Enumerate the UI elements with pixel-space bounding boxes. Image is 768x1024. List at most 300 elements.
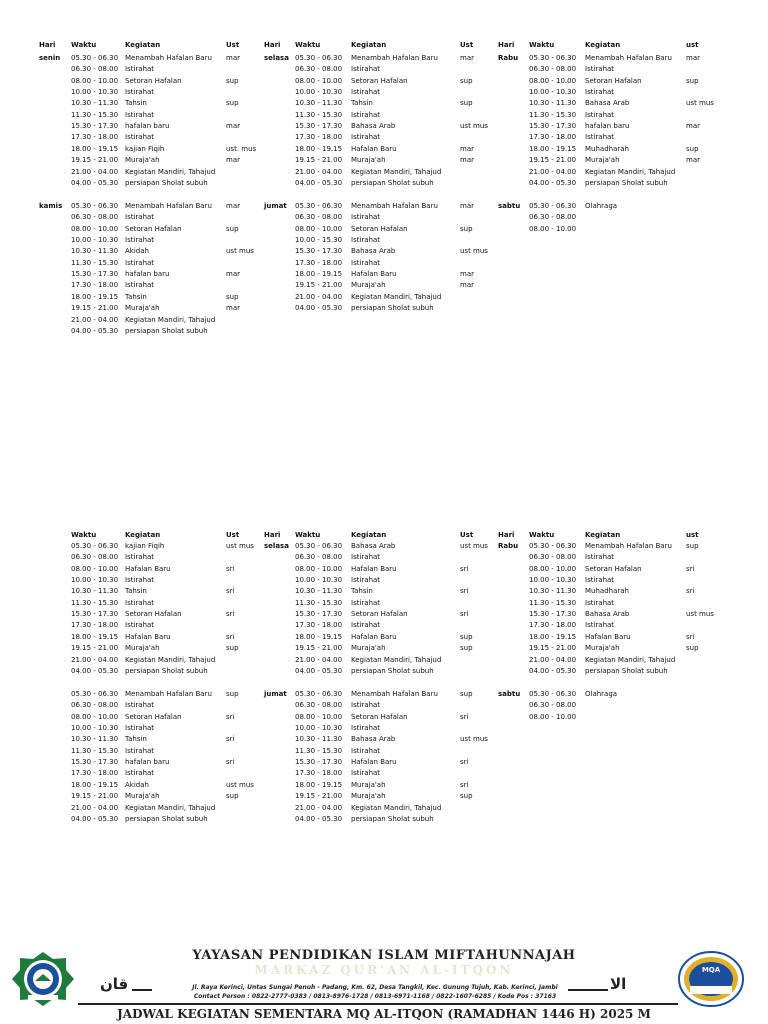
- time-cell: 11.30 - 15.30: [71, 598, 119, 607]
- time-cell: 19.15 - 21.00: [71, 792, 119, 801]
- activity-cell: Istirahat: [351, 110, 381, 119]
- activity-cell: Istirahat: [351, 701, 381, 710]
- activity-cell: Istirahat: [125, 553, 155, 562]
- activity-cell: Setoran Hafalan: [585, 564, 642, 573]
- time-cell: 05.30 - 06.30: [295, 542, 343, 550]
- activity-cell: Tahsin: [125, 735, 147, 744]
- time-cell: 04.00 - 05.30: [295, 814, 343, 823]
- activity-cell: kajian Fiqih: [125, 542, 165, 550]
- activity-cell: persiapan Sholat subuh: [125, 178, 208, 187]
- activity-cell: Bahasa Arab: [351, 247, 396, 256]
- header-ust: Ust: [460, 41, 474, 49]
- activity-cell: Menambah Hafalan Baru: [351, 202, 438, 210]
- teacher-cell: sri: [460, 712, 469, 721]
- time-cell: 08.00 - 10.00: [71, 564, 119, 573]
- teacher-cell: sup: [460, 644, 473, 653]
- teacher-cell: sri: [460, 610, 469, 619]
- activity-cell: Istirahat: [351, 621, 381, 630]
- activity-cell: Muraja'ah: [351, 780, 386, 789]
- time-cell: 19.15 - 21.00: [295, 644, 343, 653]
- activity-cell: Istirahat: [585, 576, 615, 585]
- time-cell: 08.00 - 10.00: [71, 76, 119, 85]
- teacher-cell: sup: [460, 224, 473, 233]
- time-cell: 19.15 - 21.00: [295, 281, 343, 290]
- time-cell: 06.30 - 08.00: [295, 701, 343, 710]
- time-cell: 10.00 - 15.30: [295, 236, 343, 245]
- activity-cell: Muraja'ah: [351, 792, 386, 801]
- teacher-cell: sri: [226, 712, 235, 721]
- teacher-cell: mar: [460, 144, 474, 153]
- teacher-cell: ust mus: [460, 122, 488, 131]
- activity-cell: Kegiatan Mandiri, Tahajud: [351, 167, 442, 176]
- activity-cell: Istirahat: [585, 621, 615, 630]
- time-cell: 21.00 - 04.00: [529, 655, 577, 664]
- letterhead-divider: [78, 1003, 678, 1005]
- activity-cell: kajian Fiqih: [125, 144, 165, 153]
- header-ust: Ust: [460, 531, 474, 539]
- activity-cell: Istirahat: [125, 724, 155, 733]
- teacher-cell: mar: [460, 156, 474, 165]
- time-cell: 04.00 - 05.30: [529, 178, 577, 187]
- time-cell: 15.30 - 17.30: [71, 610, 119, 619]
- time-cell: 05.30 - 06.30: [295, 690, 343, 698]
- activity-cell: Setoran Hafalan: [125, 712, 182, 721]
- teacher-cell: sup: [226, 76, 239, 85]
- activity-cell: persiapan Sholat subuh: [585, 666, 668, 675]
- teacher-cell: sup: [226, 292, 239, 301]
- time-cell: 19.15 - 21.00: [71, 304, 119, 313]
- time-cell: 19.15 - 21.00: [529, 156, 577, 165]
- day-name: Rabu: [498, 542, 519, 550]
- teacher-cell: ust mus: [226, 780, 254, 789]
- day-name: Rabu: [498, 54, 519, 62]
- time-cell: 04.00 - 05.30: [71, 814, 119, 823]
- time-cell: 11.30 - 15.30: [71, 258, 119, 267]
- activity-cell: Muraja'ah: [125, 304, 160, 313]
- time-cell: 11.30 - 15.30: [529, 110, 577, 119]
- activity-cell: Muraja'ah: [125, 644, 160, 653]
- teacher-cell: sup: [686, 644, 699, 653]
- time-cell: 15.30 - 17.30: [71, 758, 119, 767]
- time-cell: 06.30 - 08.00: [71, 213, 119, 222]
- time-cell: 08.00 - 10.00: [529, 564, 577, 573]
- time-cell: 05.30 - 06.30: [71, 54, 119, 62]
- header-hari: Hari: [498, 531, 515, 539]
- teacher-cell: mar: [686, 122, 700, 131]
- teacher-cell: ust mus: [686, 610, 714, 619]
- day-name: selasa: [264, 54, 289, 62]
- activity-cell: Istirahat: [585, 88, 615, 97]
- time-cell: 06.30 - 08.00: [529, 553, 577, 562]
- time-cell: 19.15 - 21.00: [529, 644, 577, 653]
- activity-cell: Istirahat: [351, 576, 381, 585]
- time-cell: 04.00 - 05.30: [71, 666, 119, 675]
- activity-cell: persiapan Sholat subuh: [351, 304, 434, 313]
- time-cell: 08.00 - 10.00: [295, 712, 343, 721]
- activity-cell: Istirahat: [125, 598, 155, 607]
- time-cell: 11.30 - 15.30: [71, 746, 119, 755]
- time-cell: 11.30 - 15.30: [295, 110, 343, 119]
- activity-cell: Istirahat: [585, 65, 615, 74]
- activity-cell: Istirahat: [351, 65, 381, 74]
- time-cell: 05.30 - 06.30: [529, 690, 577, 698]
- activity-cell: Istirahat: [351, 236, 381, 245]
- activity-cell: Istirahat: [585, 110, 615, 119]
- time-cell: 18.00 - 19.15: [295, 144, 343, 153]
- time-cell: 21.00 - 04.00: [71, 167, 119, 176]
- time-cell: 05.30 - 06.30: [295, 54, 343, 62]
- activity-cell: Menambah Hafalan Baru: [125, 690, 212, 698]
- activity-cell: Kegiatan Mandiri, Tahajud: [585, 655, 676, 664]
- header-waktu: Waktu: [71, 531, 97, 539]
- header-kegiatan: Kegiatan: [351, 41, 387, 49]
- time-cell: 18.00 - 19.15: [71, 780, 119, 789]
- time-cell: 10.00 - 10.30: [71, 576, 119, 585]
- day-name: senin: [39, 54, 61, 62]
- activity-cell: Istirahat: [351, 213, 381, 222]
- time-cell: 18.00 - 19.15: [295, 632, 343, 641]
- activity-cell: Kegiatan Mandiri, Tahajud: [585, 167, 676, 176]
- time-cell: 06.30 - 08.00: [71, 701, 119, 710]
- teacher-cell: sri: [226, 735, 235, 744]
- teacher-cell: sri: [460, 780, 469, 789]
- activity-cell: Istirahat: [125, 236, 155, 245]
- time-cell: 15.30 - 17.30: [295, 758, 343, 767]
- time-cell: 18.00 - 19.15: [71, 144, 119, 153]
- activity-cell: Hafalan Baru: [125, 564, 171, 573]
- activity-cell: Istirahat: [125, 701, 155, 710]
- time-cell: 15.30 - 17.30: [529, 122, 577, 131]
- activity-cell: Kegiatan Mandiri, Tahajud: [125, 167, 216, 176]
- activity-cell: Kegiatan Mandiri, Tahajud: [125, 655, 216, 664]
- time-cell: 04.00 - 05.30: [295, 178, 343, 187]
- time-cell: 15.30 - 17.30: [71, 122, 119, 131]
- time-cell: 17.30 - 18.00: [295, 769, 343, 778]
- activity-cell: Setoran Hafalan: [351, 76, 408, 85]
- time-cell: 08.00 - 10.00: [529, 712, 577, 721]
- time-cell: 05.30 - 06.30: [71, 542, 119, 550]
- time-cell: 06.30 - 08.00: [295, 65, 343, 74]
- activity-cell: Kegiatan Mandiri, Tahajud: [125, 315, 216, 324]
- time-cell: 17.30 - 18.00: [71, 133, 119, 142]
- teacher-cell: sri: [226, 564, 235, 573]
- activity-cell: Muraja'ah: [351, 156, 386, 165]
- header-hari: Hari: [39, 41, 56, 49]
- header-waktu: Waktu: [295, 531, 321, 539]
- time-cell: 17.30 - 18.00: [295, 258, 343, 267]
- activity-cell: Hafalan Baru: [125, 632, 171, 641]
- time-cell: 06.30 - 08.00: [529, 65, 577, 74]
- activity-cell: Olahraga: [585, 202, 618, 210]
- header-kegiatan: Kegiatan: [585, 41, 621, 49]
- time-cell: 06.30 - 08.00: [529, 701, 577, 710]
- teacher-cell: ust mus: [686, 99, 714, 108]
- time-cell: 05.30 - 06.30: [71, 690, 119, 698]
- teacher-cell: sup: [226, 690, 239, 698]
- time-cell: 10.30 - 11.30: [71, 99, 119, 108]
- time-cell: 19.15 - 21.00: [71, 156, 119, 165]
- teacher-cell: sup: [226, 644, 239, 653]
- header-waktu: Waktu: [529, 531, 555, 539]
- teacher-cell: mar: [460, 270, 474, 279]
- time-cell: 11.30 - 15.30: [71, 110, 119, 119]
- time-cell: 17.30 - 18.00: [295, 133, 343, 142]
- time-cell: 10.00 - 10.30: [71, 88, 119, 97]
- document-title: JADWAL KEGIATAN SEMENTARA MQ AL-ITQON (RAMADHAN 1446 H) 2025 M: [117, 1007, 651, 1021]
- time-cell: 15.30 - 17.30: [295, 610, 343, 619]
- time-cell: 04.00 - 05.30: [295, 304, 343, 313]
- teacher-cell: mar: [226, 304, 240, 313]
- activity-cell: Akidah: [125, 780, 149, 789]
- time-cell: 06.30 - 08.00: [295, 213, 343, 222]
- time-cell: 19.15 - 21.00: [295, 792, 343, 801]
- activity-cell: Istirahat: [125, 65, 155, 74]
- header-kegiatan: Kegiatan: [125, 531, 161, 539]
- time-cell: 08.00 - 10.00: [529, 224, 577, 233]
- header-ust: Ust: [226, 531, 240, 539]
- address-block: [155, 983, 595, 1001]
- teacher-cell: ust mus: [460, 542, 488, 550]
- activity-cell: Menambah Hafalan Baru: [351, 690, 438, 698]
- time-cell: 18.00 - 19.15: [295, 780, 343, 789]
- teacher-cell: sup: [460, 792, 473, 801]
- time-cell: 08.00 - 10.00: [295, 76, 343, 85]
- activity-cell: Bahasa Arab: [351, 122, 396, 131]
- activity-cell: Setoran Hafalan: [351, 712, 408, 721]
- time-cell: 10.00 - 10.30: [295, 576, 343, 585]
- time-cell: 08.00 - 10.00: [295, 224, 343, 233]
- activity-cell: Hafalan Baru: [585, 632, 631, 641]
- activity-cell: Tahsin: [125, 99, 147, 108]
- time-cell: 04.00 - 05.30: [529, 666, 577, 675]
- time-cell: 17.30 - 18.00: [295, 621, 343, 630]
- activity-cell: Istirahat: [351, 553, 381, 562]
- teacher-cell: sup: [686, 144, 699, 153]
- activity-cell: Kegiatan Mandiri, Tahajud: [351, 655, 442, 664]
- time-cell: 10.00 - 10.30: [529, 576, 577, 585]
- activity-cell: Istirahat: [125, 746, 155, 755]
- markaz-logo-text: MQA: [701, 966, 721, 974]
- day-name: jumat: [264, 202, 287, 210]
- time-cell: 11.30 - 15.30: [295, 598, 343, 607]
- time-cell: 11.30 - 15.30: [529, 598, 577, 607]
- header-waktu: Waktu: [71, 41, 97, 49]
- activity-cell: persiapan Sholat subuh: [125, 666, 208, 675]
- teacher-cell: mar: [686, 156, 700, 165]
- time-cell: 21.00 - 04.00: [71, 803, 119, 812]
- time-cell: 08.00 - 10.00: [295, 564, 343, 573]
- time-cell: 08.00 - 10.00: [529, 76, 577, 85]
- activity-cell: Muraja'ah: [351, 644, 386, 653]
- activity-cell: Menambah Hafalan Baru: [125, 54, 212, 62]
- activity-cell: Setoran Hafalan: [351, 610, 408, 619]
- day-name: selasa: [264, 542, 289, 550]
- teacher-cell: mar: [226, 270, 240, 279]
- organization-subtitle: MARKAZ QUR'AN AL-ITQON: [254, 963, 514, 977]
- activity-cell: Muraja'ah: [125, 156, 160, 165]
- activity-cell: Muraja'ah: [585, 156, 620, 165]
- time-cell: 10.00 - 10.30: [71, 236, 119, 245]
- time-cell: 19.15 - 21.00: [295, 156, 343, 165]
- time-cell: 17.30 - 18.00: [71, 769, 119, 778]
- time-cell: 05.30 - 06.30: [295, 202, 343, 210]
- time-cell: 21.00 - 04.00: [295, 803, 343, 812]
- time-cell: 05.30 - 06.30: [71, 202, 119, 210]
- activity-cell: persiapan Sholat subuh: [585, 178, 668, 187]
- header-ust: ust: [686, 41, 699, 49]
- time-cell: 10.30 - 11.30: [71, 735, 119, 744]
- activity-cell: hafalan baru: [125, 758, 170, 767]
- teacher-cell: ust mus: [460, 247, 488, 256]
- activity-cell: Setoran Hafalan: [125, 224, 182, 233]
- time-cell: 17.30 - 18.00: [529, 133, 577, 142]
- teacher-cell: sup: [686, 76, 699, 85]
- activity-cell: Hafalan Baru: [351, 564, 397, 573]
- time-cell: 08.00 - 10.00: [71, 712, 119, 721]
- time-cell: 06.30 - 08.00: [71, 553, 119, 562]
- teacher-cell: mar: [226, 122, 240, 131]
- time-cell: 10.30 - 11.30: [71, 247, 119, 256]
- activity-cell: Istirahat: [351, 746, 381, 755]
- teacher-cell: sri: [226, 610, 235, 619]
- time-cell: 18.00 - 19.15: [529, 632, 577, 641]
- teacher-cell: sup: [460, 76, 473, 85]
- activity-cell: Kegiatan Mandiri, Tahajud: [351, 803, 442, 812]
- activity-cell: Muraja'ah: [351, 281, 386, 290]
- teacher-cell: sri: [686, 587, 695, 596]
- header-kegiatan: Kegiatan: [585, 531, 621, 539]
- arabic-underline-left: [132, 989, 152, 991]
- activity-cell: Hafalan Baru: [351, 144, 397, 153]
- time-cell: 21.00 - 04.00: [529, 167, 577, 176]
- activity-cell: Bahasa Arab: [351, 542, 396, 550]
- activity-cell: Istirahat: [351, 598, 381, 607]
- day-name: sabtu: [498, 202, 521, 210]
- activity-cell: Tahsin: [351, 99, 373, 108]
- time-cell: 15.30 - 17.30: [71, 270, 119, 279]
- time-cell: 05.30 - 06.30: [529, 54, 577, 62]
- time-cell: 15.30 - 17.30: [529, 610, 577, 619]
- activity-cell: Menambah Hafalan Baru: [351, 54, 438, 62]
- activity-cell: Muhadharah: [585, 144, 629, 153]
- time-cell: 10.30 - 11.30: [295, 99, 343, 108]
- time-cell: 06.30 - 08.00: [295, 553, 343, 562]
- header-waktu: Waktu: [295, 41, 321, 49]
- day-name: sabtu: [498, 690, 521, 698]
- time-cell: 17.30 - 18.00: [529, 621, 577, 630]
- time-cell: 10.30 - 11.30: [529, 587, 577, 596]
- time-cell: 04.00 - 05.30: [71, 326, 119, 335]
- teacher-cell: sri: [226, 587, 235, 596]
- organization-name: YAYASAN PENDIDIKAN ISLAM MIFTAHUNNAJAH: [192, 948, 576, 963]
- activity-cell: hafalan baru: [125, 270, 170, 279]
- time-cell: 05.30 - 06.30: [529, 202, 577, 210]
- header-kegiatan: Kegiatan: [125, 41, 161, 49]
- activity-cell: Hafalan Baru: [351, 758, 397, 767]
- time-cell: 10.00 - 10.30: [529, 88, 577, 97]
- header-kegiatan: Kegiatan: [351, 531, 387, 539]
- activity-cell: Tahsin: [351, 587, 373, 596]
- teacher-cell: sri: [686, 564, 695, 573]
- activity-cell: Setoran Hafalan: [351, 224, 408, 233]
- activity-cell: Hafalan Baru: [351, 632, 397, 641]
- teacher-cell: sri: [686, 632, 695, 641]
- teacher-cell: ust mus: [226, 542, 254, 550]
- time-cell: 21.00 - 04.00: [71, 655, 119, 664]
- activity-cell: Setoran Hafalan: [125, 76, 182, 85]
- activity-cell: Hafalan Baru: [351, 270, 397, 279]
- teacher-cell: sri: [226, 632, 235, 641]
- time-cell: 05.30 - 06.30: [529, 542, 577, 550]
- activity-cell: Menambah Hafalan Baru: [125, 202, 212, 210]
- activity-cell: Olahraga: [585, 690, 618, 698]
- activity-cell: persiapan Sholat subuh: [351, 666, 434, 675]
- header-ust: ust: [686, 531, 699, 539]
- activity-cell: Istirahat: [351, 88, 381, 97]
- teacher-cell: ust mus: [460, 735, 488, 744]
- activity-cell: Muraja'ah: [125, 792, 160, 801]
- teacher-cell: sri: [460, 758, 469, 767]
- activity-cell: persiapan Sholat subuh: [125, 814, 208, 823]
- time-cell: 18.00 - 19.15: [71, 632, 119, 641]
- teacher-cell: sup: [460, 632, 473, 641]
- activity-cell: Bahasa Arab: [351, 735, 396, 744]
- activity-cell: Bahasa Arab: [585, 99, 630, 108]
- teacher-cell: ust mus: [226, 247, 254, 256]
- activity-cell: hafalan baru: [585, 122, 630, 131]
- activity-cell: persiapan Sholat subuh: [351, 814, 434, 823]
- address-line: Jl. Raya Kerinci, Untas Sungai Penuh - Padang, Km. 62, Desa Tangkil, Kec. Gunung Tujuh, Kab. Kerinci, Jambi: [192, 984, 558, 991]
- header-hari: Hari: [264, 41, 281, 49]
- activity-cell: Menambah Hafalan Baru: [585, 54, 672, 62]
- teacher-cell: mar: [460, 202, 474, 210]
- teacher-cell: mar: [460, 54, 474, 62]
- time-cell: 21.00 - 04.00: [295, 167, 343, 176]
- teacher-cell: sri: [226, 758, 235, 767]
- time-cell: 18.00 - 19.15: [295, 270, 343, 279]
- time-cell: 10.30 - 11.30: [71, 587, 119, 596]
- time-cell: 18.00 - 19.15: [71, 292, 119, 301]
- activity-cell: Kegiatan Mandiri, Tahajud: [125, 803, 216, 812]
- teacher-cell: mar: [226, 156, 240, 165]
- activity-cell: Muhadharah: [585, 587, 629, 596]
- activity-cell: Menambah Hafalan Baru: [585, 542, 672, 550]
- time-cell: 06.30 - 08.00: [71, 65, 119, 74]
- header-hari: Hari: [498, 41, 515, 49]
- activity-cell: Istirahat: [585, 553, 615, 562]
- activity-cell: Istirahat: [125, 281, 155, 290]
- header-hari: Hari: [264, 531, 281, 539]
- activity-cell: Istirahat: [125, 576, 155, 585]
- activity-cell: Istirahat: [125, 258, 155, 267]
- arabic-text-right: الا: [610, 975, 627, 993]
- time-cell: 10.00 - 10.30: [295, 88, 343, 97]
- day-name: jumat: [264, 690, 287, 698]
- arabic-text-left: قان: [100, 975, 129, 993]
- time-cell: 06.30 - 08.00: [529, 213, 577, 222]
- activity-cell: persiapan Sholat subuh: [351, 178, 434, 187]
- activity-cell: hafalan baru: [125, 122, 170, 131]
- time-cell: 17.30 - 18.00: [71, 621, 119, 630]
- time-cell: 15.30 - 17.30: [295, 122, 343, 131]
- activity-cell: Istirahat: [351, 258, 381, 267]
- header-waktu: Waktu: [529, 41, 555, 49]
- activity-cell: Setoran Hafalan: [585, 76, 642, 85]
- time-cell: 19.15 - 21.00: [71, 644, 119, 653]
- activity-cell: Istirahat: [125, 213, 155, 222]
- activity-cell: Istirahat: [585, 598, 615, 607]
- time-cell: 10.30 - 11.30: [529, 99, 577, 108]
